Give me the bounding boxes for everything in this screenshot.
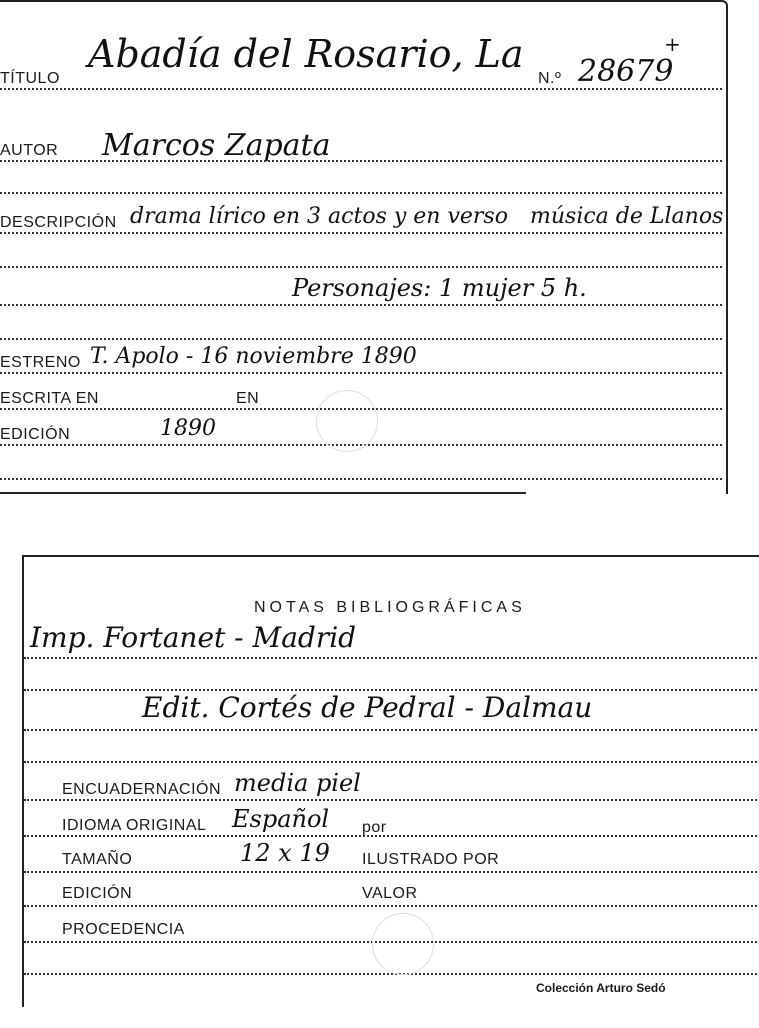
rule-note-2	[24, 729, 757, 731]
label-ilustrado: ILUSTRADO POR	[362, 851, 500, 868]
rule-blank-4	[0, 478, 722, 480]
label-idioma: IDIOMA ORIGINAL	[62, 817, 207, 834]
value-descripcion-linea2: Personajes: 1 mujer 5 h.	[292, 274, 587, 302]
rule-personajes	[0, 304, 722, 306]
value-numero: 28679	[578, 54, 674, 89]
rule-blank-5	[24, 973, 757, 975]
rule-estreno	[0, 372, 722, 374]
punch-hole	[372, 913, 434, 975]
value-descripcion-extra: música de Llanos	[530, 204, 724, 229]
rule-blank-3	[0, 338, 722, 340]
label-por: por	[362, 819, 387, 836]
note-line-1: Imp. Fortanet - Madrid	[30, 621, 357, 654]
rule-encuadernacion	[24, 799, 757, 801]
collection-footer: Colección Arturo Sedó	[536, 981, 666, 995]
label-encuadernacion: ENCUADERNACIÓN	[62, 781, 222, 798]
label-escrita-en: ESCRITA EN	[0, 390, 99, 407]
rule-autor	[0, 160, 722, 162]
label-estreno: ESTRENO	[0, 354, 81, 371]
rule-blank-1	[0, 192, 722, 194]
punch-hole	[316, 390, 378, 452]
label-valor: VALOR	[362, 885, 418, 902]
value-autor: Marcos Zapata	[102, 128, 331, 163]
note-line-2: Edit. Cortés de Pedral - Dalmau	[142, 691, 593, 724]
rule-edicion-2	[24, 905, 757, 907]
value-descripcion: drama lírico en 3 actos y en verso	[130, 204, 508, 229]
rule-blank-2	[0, 266, 722, 268]
value-tamano: 12 x 19	[240, 839, 330, 867]
label-titulo: TÍTULO	[0, 70, 60, 87]
value-edicion: 1890	[160, 416, 216, 441]
catalog-card-bottom	[22, 555, 759, 1007]
label-en: EN	[236, 390, 260, 407]
rule-idioma	[24, 835, 757, 837]
numero-mark: +	[664, 32, 681, 56]
label-autor: AUTOR	[0, 142, 59, 159]
rule-titulo	[0, 88, 722, 90]
label-numero: N.º	[538, 70, 562, 87]
card-top-bottom-edge	[0, 492, 526, 494]
label-descripcion: DESCRIPCIÓN	[0, 214, 117, 231]
rule-note-blank-2	[24, 761, 757, 763]
value-idioma: Español	[232, 805, 330, 833]
value-encuadernacion: media piel	[234, 769, 361, 797]
label-procedencia: PROCEDENCIA	[62, 921, 185, 938]
label-edicion-2: EDICIÓN	[62, 885, 133, 902]
rule-descripcion	[0, 232, 722, 234]
rule-tamano	[24, 871, 757, 873]
label-tamano: TAMAÑO	[62, 851, 133, 868]
rule-note-1	[24, 657, 757, 659]
value-titulo: Abadía del Rosario, La	[88, 32, 524, 76]
label-edicion: EDICIÓN	[0, 426, 71, 443]
catalog-card-top	[0, 0, 728, 494]
value-estreno: T. Apolo - 16 noviembre 1890	[90, 344, 417, 369]
heading-notas: NOTAS BIBLIOGRÁFICAS	[254, 599, 526, 616]
